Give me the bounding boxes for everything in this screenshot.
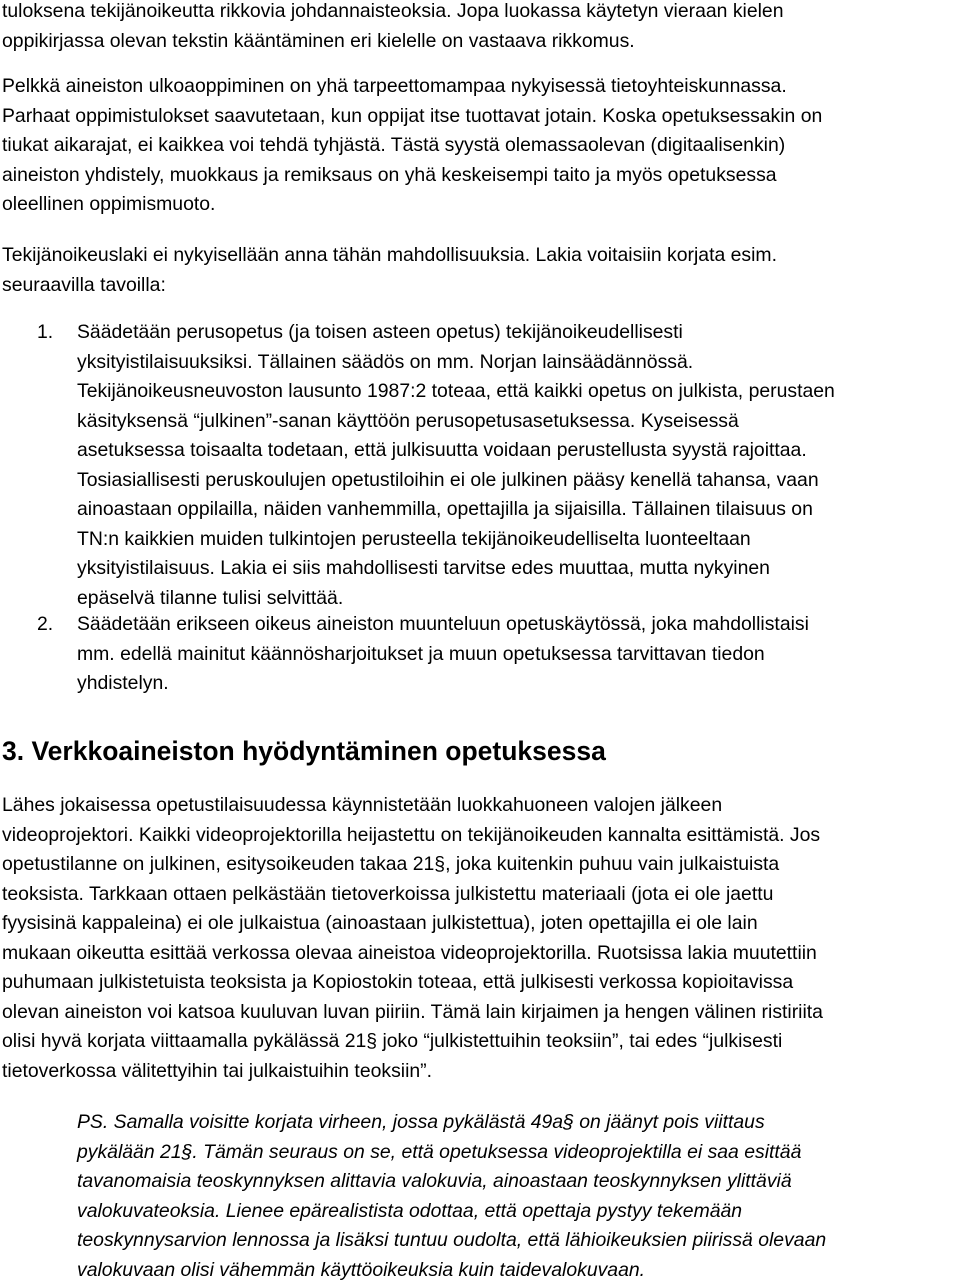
paragraph-line: Pelkkä aineiston ulkoaoppiminen on yhä tarpeettomampaa nykyisessä tietoyhteiskunnassa. bbox=[2, 72, 958, 102]
paragraph-line: videoprojektori. Kaikki videoprojektorilla heijastettu on tekijänoikeuden kannalta esittämistä. Jos bbox=[2, 821, 958, 851]
intro-paragraph bbox=[2, 0, 958, 56]
ps-paragraph bbox=[77, 1108, 957, 1285]
paragraph-line: oleellinen oppimismuoto. bbox=[2, 190, 958, 220]
ps-line: PS. Samalla voisitte korjata virheen, jossa pykälästä 49a§ on jäänyt pois viittaus bbox=[77, 1108, 957, 1138]
paragraph-line: tietoverkossa välitettyihin tai julkaistuihin teoksiin”. bbox=[2, 1057, 958, 1087]
list-line: yksityistilaisuus. Lakia ei siis mahdollisesti tarvitse edes muuttaa, mutta nykyinen bbox=[77, 554, 957, 584]
list-line: TN:n kaikkien muiden tulkintojen perusteella tekijänoikeudelliselta luonteeltaan bbox=[77, 525, 957, 555]
paragraph-line: fyysisinä kappaleina) ei ole julkaistua (ainoastaan julkistettua), joten opettajilla ei ole lain bbox=[2, 909, 958, 939]
section-heading: 3. Verkkoaineiston hyödyntäminen opetuksessa bbox=[2, 734, 606, 768]
list-line: Säädetään perusopetus (ja toisen asteen opetus) tekijänoikeudellisesti bbox=[77, 318, 957, 348]
paragraph-line: teoksista. Tarkkaan ottaen pelkästään tietoverkoissa julkistettu materiaali (jota ei ole jaettu bbox=[2, 880, 958, 910]
paragraph-remix bbox=[2, 72, 958, 220]
paragraph-law bbox=[2, 241, 958, 300]
list-line: asetuksessa toisaalta todetaan, että julkisuutta voidaan perustellusta syystä rajoittaa. bbox=[77, 436, 957, 466]
ps-line: valokuvaan olisi vähemmän käyttöoikeuksia kuin taidevalokuvaan. bbox=[77, 1256, 957, 1285]
paragraph-line: Lähes jokaisessa opetustilaisuudessa käynnistetään luokkahuoneen valojen jälkeen bbox=[2, 791, 958, 821]
paragraph-line: Tekijänoikeuslaki ei nykyisellään anna tähän mahdollisuuksia. Lakia voitaisiin korjata esim. bbox=[2, 241, 958, 271]
list-line: yhdistelyn. bbox=[77, 669, 957, 699]
paragraph-line: seuraavilla tavoilla: bbox=[2, 271, 958, 301]
paragraph-line: olisi hyvä korjata viittaamalla pykälässä 21§ joko “julkistettuihin teoksiin”, tai edes “julkisesti bbox=[2, 1027, 958, 1057]
ps-line: pykälään 21§. Tämän seuraus on se, että opetuksessa videoprojektilla ei saa esittää bbox=[77, 1138, 957, 1168]
list-number: 2. bbox=[37, 610, 73, 640]
list-item-text bbox=[77, 318, 957, 613]
list-line: Tosiasiallisesti peruskoulujen opetustiloihin ei ole julkinen pääsy kenellä tahansa, vaan bbox=[77, 466, 957, 496]
paragraph-line: puhumaan julkistetuista teoksista ja Kopiostokin toteaa, että julkisesti verkossa kopioitavissa bbox=[2, 968, 958, 998]
paragraph-line: mukaan oikeutta esittää verkossa olevaa aineistoa videoprojektorilla. Ruotsissa lakia muutettiin bbox=[2, 939, 958, 969]
paragraph-web-material bbox=[2, 791, 958, 1086]
paragraph-line: opetustilanne on julkinen, esitysoikeuden takaa 21§, joka kuitenkin puhuu vain julkaistuista bbox=[2, 850, 958, 880]
ps-line: tavanomaisia teoskynnyksen alittavia valokuvia, ainoastaan teoskynnyksen ylittäviä bbox=[77, 1167, 957, 1197]
paragraph-line: oppikirjassa olevan tekstin kääntäminen eri kielelle on vastaava rikkomus. bbox=[2, 27, 958, 57]
paragraph-line: aineiston yhdistely, muokkaus ja remiksaus on yhä keskeisempi taito ja myös opetuksessa bbox=[2, 161, 958, 191]
paragraph-line: Parhaat oppimistulokset saavutetaan, kun oppijat itse tuottavat jotain. Koska opetuksessakin on bbox=[2, 102, 958, 132]
list-line: ainoastaan oppilailla, näiden vanhemmilla, opettajilla ja sijaisilla. Tällainen tilaisuus on bbox=[77, 495, 957, 525]
paragraph-line: tiukat aikarajat, ei kaikkea voi tehdä tyhjästä. Tästä syystä olemassaolevan (digitaalisenkin) bbox=[2, 131, 958, 161]
list-line: käsityksensä “julkinen”-sanan käyttöön perusopetusasetuksessa. Kyseisessä bbox=[77, 407, 957, 437]
list-line: epäselvä tilanne tulisi selvittää. bbox=[77, 584, 957, 614]
paragraph-line: olevan aineiston voi katsoa kuuluvan luvan piiriin. Tämä lain kirjaimen ja hengen välinen ristiriita bbox=[2, 998, 958, 1028]
list-line: Tekijänoikeusneuvoston lausunto 1987:2 toteaa, että kaikki opetus on julkista, perustaen bbox=[77, 377, 957, 407]
ps-line: valokuvateoksia. Lienee epärealistista odottaa, että opettaja pystyy tekemään bbox=[77, 1197, 957, 1227]
paragraph-line: tuloksena tekijänoikeutta rikkovia johdannaisteoksia. Jopa luokassa käytetyn vieraan kielen bbox=[2, 0, 958, 27]
ps-line: teoskynnysarvion lennossa ja lisäksi tuntuu oudolta, että lähioikeuksien piirissä olevaan bbox=[77, 1226, 957, 1256]
list-line: Säädetään erikseen oikeus aineiston muunteluun opetuskäytössä, joka mahdollistaisi bbox=[77, 610, 957, 640]
list-number: 1. bbox=[37, 318, 73, 348]
list-line: yksityistilaisuuksiksi. Tällainen säädös on mm. Norjan lainsäädännössä. bbox=[77, 348, 957, 378]
list-line: mm. edellä mainitut käännösharjoitukset ja muun opetuksessa tarvittavan tiedon bbox=[77, 640, 957, 670]
list-item-text bbox=[77, 610, 957, 699]
